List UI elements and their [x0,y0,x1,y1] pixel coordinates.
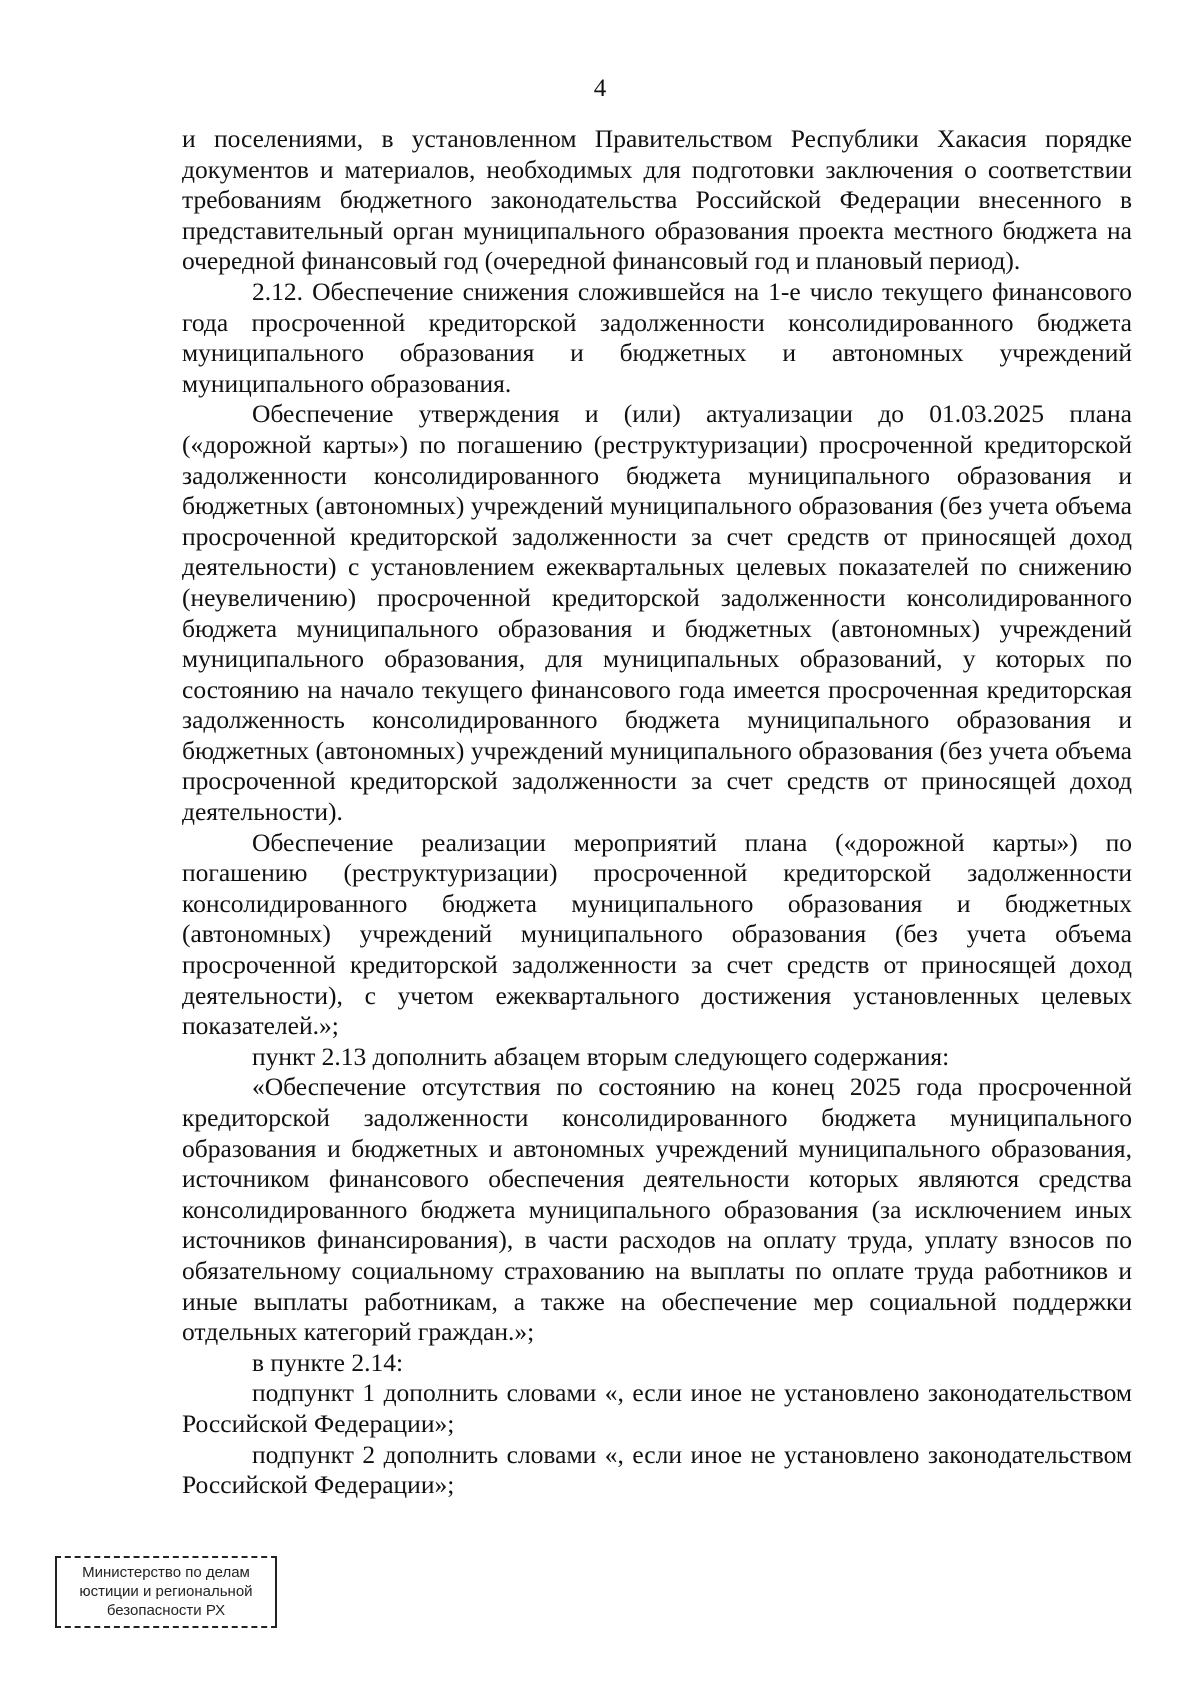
paragraph: подпункт 2 дополнить словами «, если иное не установлено законодательством Российской Федерации»; [182,1439,1132,1500]
stamp-line: Министерство по делам [82,1564,250,1581]
paragraph: в пункте 2.14: [252,1347,404,1377]
document-body [182,124,1132,1501]
paragraph: «Обеспечение отсутствия по состоянию на конец 2025 года просроченной кредиторской задолженности консолидированного бюджета муниципального образования и бюджетных и автономных учреждений муниципального образования, источником финансового обеспечения деятельности которых являются средства консолидированного бюджета муниципального образования (за исключением иных источников финансирования), в части расходов на оплату труда, уплату взносов по обязательному социальному страхованию на выплаты по оплате труда работников и иные выплаты работникам, а также на обеспечение мер социальной поддержки отдельных категорий граждан.»; [182,1072,1132,1347]
paragraph: подпункт 1 дополнить словами «, если иное не установлено законодательством Российской Федерации»; [182,1378,1132,1438]
paragraph: Обеспечение утверждения и (или) актуализации до 01.03.2025 плана («дорожной карты») по погашению (реструктуризации) просроченной кредиторской задолженности консолидированного бюджета муниципального образования и бюджетных (автономных) учреждений муниципального образования (без учета объема просроченной кредиторской задолженности за счет средств от приносящей доход деятельности) с установлением ежеквартальных целевых показателей по снижению (неувеличению) просроченной кредиторской задолженности консолидированного бюджета муниципального образования и бюджетных (автономных) учреждений муниципального образования, для муниципальных образований, у которых по состоянию на начало текущего финансового года имеется просроченная кредиторская задолженность консолидированного бюджета муниципального образования и бюджетных (автономных) учреждений муниципального образования (без учета объема просроченной кредиторской задолженности за счет средств от приносящей доход деятельности). [182,399,1132,827]
paragraph: Обеспечение реализации мероприятий плана («дорожной карты») по погашению (реструктуризации) просроченной кредиторской задолженности консолидированного бюджета муниципального образования и бюджетных (автономных) учреждений муниципального образования (без учета объема просроченной кредиторской задолженности за счет средств от приносящей доход деятельности), с учетом ежеквартального достижения установленных целевых показателей.»; [182,827,1132,1041]
stamp-line: безопасности РХ [106,1602,226,1619]
paragraph: пункт 2.13 дополнить абзацем вторым следующего содержания: [252,1041,950,1071]
paragraph: 2.12. Обеспечение снижения сложившейся на 1-е число текущего финансового года просроченной кредиторской задолженности консолидированного бюджета муниципального образования и бюджетных и автономных учреждений муниципального образования. [182,276,1132,398]
paragraph: и поселениями, в установленном Правительством Республики Хакасия порядке документов и материалов, необходимых для подготовки заключения о соответствии требованиям бюджетного законодательства Российской Федерации внесенного в представительный орган муниципального образования проекта местного бюджета на очередной финансовый год (очередной финансовый год и плановый период). [182,124,1132,276]
stamp-line: юстиции и региональной [79,1583,253,1600]
ministry-stamp [55,1556,277,1628]
page-number: 4 [593,75,607,102]
